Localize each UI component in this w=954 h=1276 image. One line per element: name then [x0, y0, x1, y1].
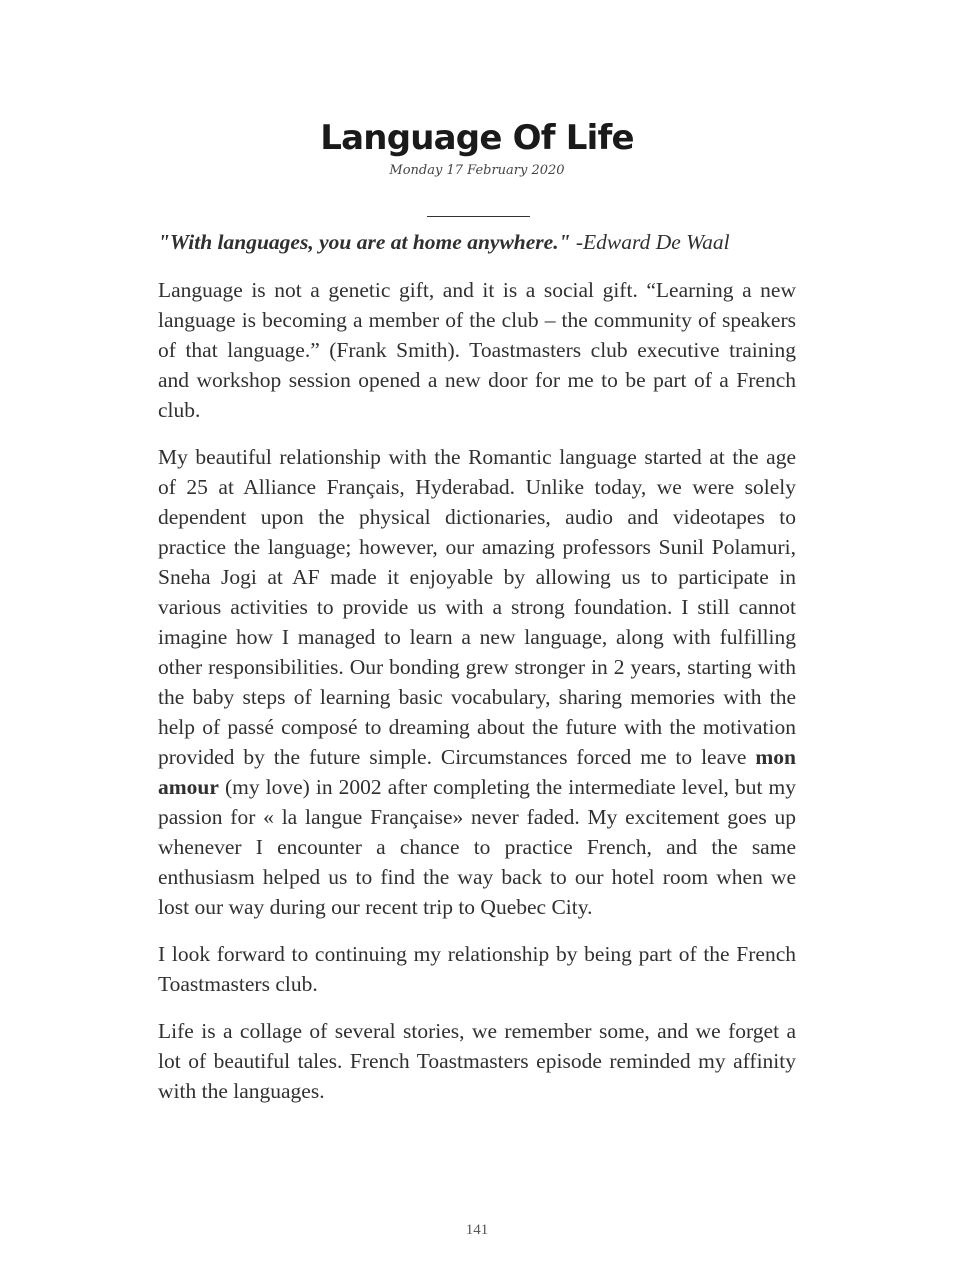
epigraph	[158, 226, 796, 258]
epigraph-attribution: -Edward De Waal	[570, 230, 730, 254]
paragraph-2-emphasis: mon amour	[158, 745, 796, 799]
publish-date: Monday 17 February 2020	[389, 163, 565, 178]
title-divider	[427, 216, 530, 217]
paragraph-2	[158, 442, 796, 922]
paragraph-4: Life is a collage of several stories, we remember some, and we forget a lot of beautiful tales. French Toastmasters episode reminded my affinity with the languages.	[158, 1019, 796, 1103]
paragraph-3: I look forward to continuing my relationship by being part of the French Toastmasters club.	[158, 942, 796, 996]
page-number: 141	[465, 1222, 489, 1238]
paragraph-2-end: (my love) in 2002 after completing the intermediate level, but my passion for « la langue Française» never faded. My excitement goes up whenever I encounter a chance to practice French, and the same enthusiasm helped us to find the way back to our hotel room when we lost our way during our recent trip to Quebec City.	[158, 775, 796, 919]
paragraph-2-start: My beautiful relationship with the Romantic language started at the age of 25 at Alliance Français, Hyderabad. Unlike today, we were solely dependent upon the physical dictionaries, audio and videotapes to practice the language; however, our amazing professors Sunil Polamuri, Sneha Jogi at AF made it enjoyable by allowing us to participate in various activities to provide us with a strong foundation. I still cannot imagine how I managed to learn a new language, along with fulfilling other responsibilities. Our bonding grew stronger in 2 years, starting with the baby steps of learning basic vocabulary, sharing memories with the help of passé composé to dreaming about the future with the motivation provided by the future simple. Circumstances forced me to leave	[158, 445, 796, 769]
epigraph-quote: "With languages, you are at home anywhere."	[158, 230, 571, 254]
page-title: Language Of Life	[320, 118, 634, 158]
paragraph-1: Language is not a genetic gift, and it is a social gift. “Learning a new language is becoming a member of the club – the community of speakers of that language.” (Frank Smith). Toastmasters club executive training and workshop session opened a new door for me to be part of a French club.	[158, 278, 796, 422]
article-body	[158, 226, 796, 1123]
